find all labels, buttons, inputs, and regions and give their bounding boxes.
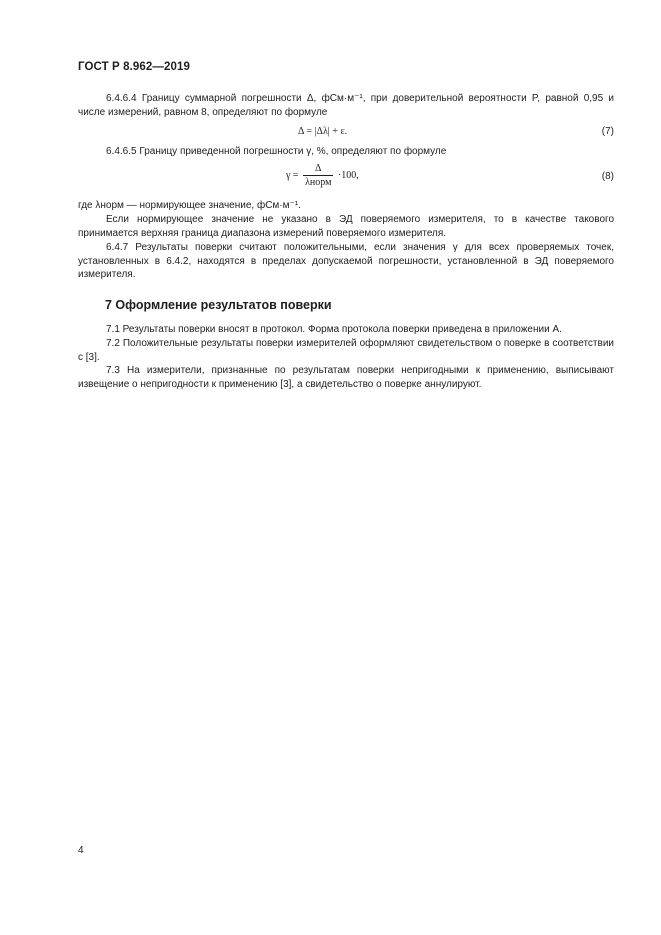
formula-8 — [286, 163, 359, 188]
paragraph-6-4-7: 6.4.7 Результаты поверки считают положительными, если значения γ для всех проверяемых точек, установленных в 6.4.2, находятся в пределах допускаемой погрешности, установленной в ЭД поверяемого измерителя. — [78, 242, 614, 281]
paragraph-7-2: 7.2 Положительные результаты поверки измерителей оформляют свидетельством о поверке в соответствии с [3]. — [78, 338, 614, 363]
page-number: 4 — [78, 845, 84, 856]
paragraph-normalizing-value: Если нормирующее значение не указано в ЭД поверяемого измерителя, то в качестве такового принимается верхняя граница диапазона измерений поверяемого измерителя. — [78, 214, 614, 239]
document-header: ГОСТ Р 8.962—2019 — [78, 61, 190, 73]
formula-8-lhs: γ = — [286, 169, 299, 181]
paragraph-7-3: 7.3 На измерители, признанные по результатам поверки непригодными к применению, выписывают извещение о непригодности к применению [3], а свидетельство о поверке аннулируют. — [78, 365, 614, 390]
paragraph-7-1: 7.1 Результаты поверки вносят в протокол. Форма протокола поверки приведена в приложении А. — [106, 324, 562, 335]
equation-number-7: (7) — [601, 126, 614, 137]
formula-8-numerator: Δ — [303, 163, 333, 176]
equation-number-8: (8) — [601, 171, 614, 182]
formula-8-denominator: λнорм — [305, 177, 332, 188]
paragraph-6-4-6-5: 6.4.6.5 Границу приведенной погрешности γ, %, определяют по формуле — [106, 146, 447, 157]
section-7-title: 7 Оформление результатов поверки — [105, 298, 332, 312]
paragraph-where-lambda: где λнорм — нормирующее значение, фСм·м⁻¹. — [78, 200, 301, 211]
formula-8-fraction — [303, 163, 333, 188]
formula-7: Δ = |Δλ| + ε. — [298, 126, 348, 137]
paragraph-6-4-6-4: 6.4.6.4 Границу суммарной погрешности Δ, фСм·м⁻¹, при доверительной вероятности P, равной 0,95 и числе измерений, равном 8, определяют по формуле — [78, 93, 614, 118]
formula-8-rhs: ·100, — [337, 169, 359, 181]
